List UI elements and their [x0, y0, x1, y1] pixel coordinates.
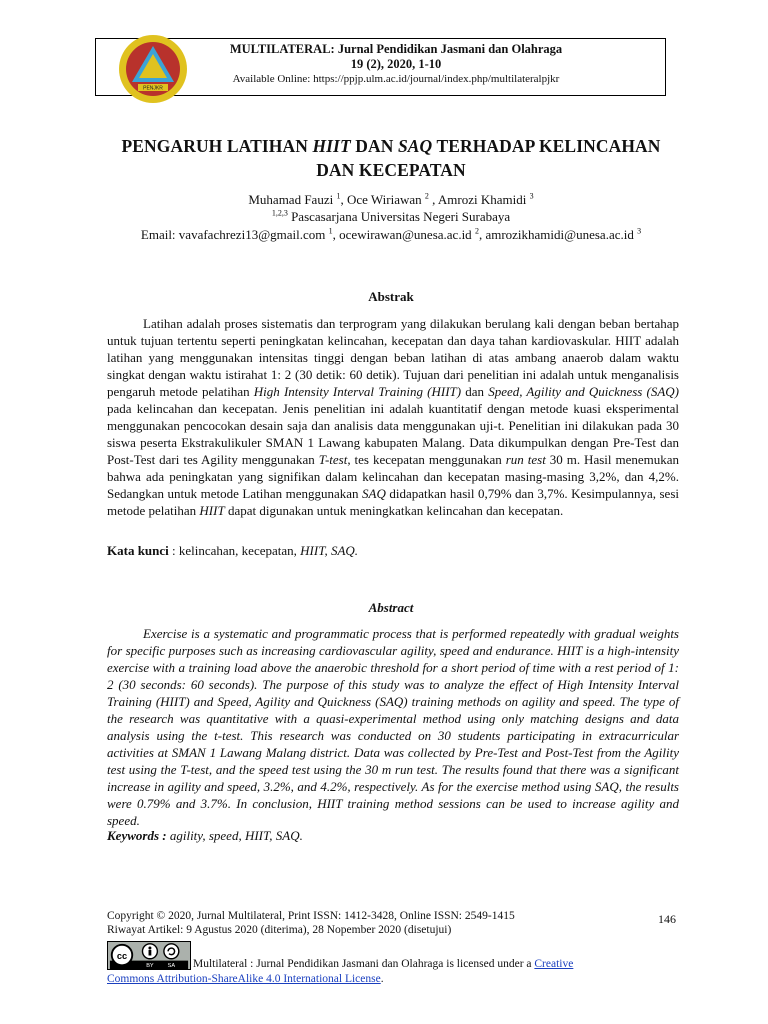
paper-title: PENGARUH LATIHAN HIIT DAN SAQ TERHADAP KELINCAHAN DAN KECEPATAN: [121, 136, 661, 180]
journal-url[interactable]: Available Online: https://ppjp.ulm.ac.id/journal/index.php/multilateralpjkr: [232, 73, 560, 85]
kata-kunci: Kata kunci : kelincahan, kecepatan, HIIT, SAQ.: [107, 543, 359, 558]
abstrak-body: Latihan adalah proses sistematis dan terprogram yang dilakukan berulang kali dengan beban bertahap untuk tujuan tertentu seperti peningkatan kelincahan, kecepatan dan daya tahan kardiovaskular. HIIT adalah latihan yang menggunakan intensitas tinggi dengan beban latihan di atas ambang anaerob dalam waktu singkat dengan waktu istirahat 1: 2 (30 detik: 60 detik). Tujuan dari penelitian ini adalah untuk menganalisis pengaruh metode pelatihan High Intensity Interval Training (HIIT) dan Speed, Agility and Quickness (SAQ) pada kelincahan dan kecepatan. Jenis penelitian ini adalah kuantitatif dengan metode kuasi eksperimental menggunakan pencocokan desain saja dan analisis data menggunakan uji-t. Penelitian ini dilakukan pada 30 siswa peserta Ekstrakulikuler SMAN 1 Lawang kabupaten Malang. Data dikumpulkan dengan Pre-Test dan Post-Test dari tes Agility menggunakan T-test, tes kecepatan menggunakan run test 30 m. Hasil menemukan bahwa ada peningkatan yang signifikan dalam kelincahan dan kecepatan masing-masing 3,2%, dan 4,2%. Sedangkan untuk metode Latihan menggunakan SAQ didapatkan hasil 0,79% dan 3,7%. Kesimpulannya, sesi metode pelatihan HIIT dapat digunakan untuk meningkatkan kelincahan dan kecepatan.: [107, 316, 679, 518]
abstract-heading: Abstract: [368, 600, 414, 615]
journal-name: MULTILATERAL: Jurnal Pendidikan Jasmani dan Olahraga: [229, 42, 563, 56]
journal-logo-icon: [118, 34, 188, 104]
author-emails: Email: vavafachrezi13@gmail.com $^1$, ocewirawan@unesa.ac.id $^2$, amrozikhamidi@unesa.ac.id $^3$: [140, 226, 642, 242]
svg-text:cc: cc: [116, 950, 128, 961]
license-link-continued[interactable]: Commons Attribution-ShareAlike 4.0 International License: [107, 973, 381, 985]
svg-text:SA: SA: [167, 963, 176, 970]
abstract-body: Exercise is a systematic and programmatic process that is performed repeatedly with gradual weights for specific purposes such as increasing cardiovascular agility, speed and endurance. HIIT is a high-intensity exercise with a training load above the anaerobic threshold for a short period of time with a rest period of 1: 2 (30 seconds: 60 seconds). The purpose of this study was to analyze the effect of High Intensity Interval Training (HIIT) and Speed, Agility and Quickness (SAQ) training methods on agility and speed. The type of the research was quantitative with a quasi-experimental method using only matching designs and data analysis using the t-test. This research was conducted on 30 students participating in extracurricular activities at SMAN 1 Lawang Malang district. Data was collected by Pre-Test and Post-Test from the Agility test using the T-test, and the speed test using the 30 m run test. The results found that there was a significant increase in agility and speed, 3.2%, and 4.2%, respectively. As for the exercise method using SAQ, the results were 0.79% and 3.7%. In conclusion, HIIT training method sessions can be used to increase agility and speed.: [107, 626, 679, 828]
page-number: 146: [658, 912, 676, 926]
affiliation: $^{1,2,3}$ Pascasarjana Universitas Negeri Surabaya: [271, 208, 511, 224]
abstrak-heading: Abstrak: [368, 289, 414, 304]
cc-by-sa-license-icon[interactable]: [107, 941, 191, 970]
journal-volume: 19 (2), 2020, 1-10: [350, 57, 442, 71]
license-text-line2: Commons Attribution-ShareAlike 4.0 International License.: [107, 973, 384, 985]
logo-text: PENJKR: [143, 85, 163, 92]
keywords: Keywords : agility, speed, HIIT, SAQ.: [107, 828, 303, 843]
author-list: Muhamad Fauzi $^1$, Oce Wiriawan $^2$ , Amrozi Khamidi $^3$: [248, 191, 534, 207]
article-history: Riwayat Artikel: 9 Agustus 2020 (diterima), 28 Nopember 2020 (disetujui): [107, 924, 452, 936]
license-link[interactable]: Creative: [534, 958, 574, 970]
svg-text:BY: BY: [146, 963, 154, 970]
copyright-line: Copyright © 2020, Jurnal Multilateral, Print ISSN: 1412-3428, Online ISSN: 2549-1415: [107, 910, 515, 922]
license-text: Multilateral : Jurnal Pendidikan Jasmani dan Olahraga is licensed under a Creative: [193, 958, 574, 970]
journal-info: [196, 42, 596, 86]
journal-header: [95, 38, 666, 96]
